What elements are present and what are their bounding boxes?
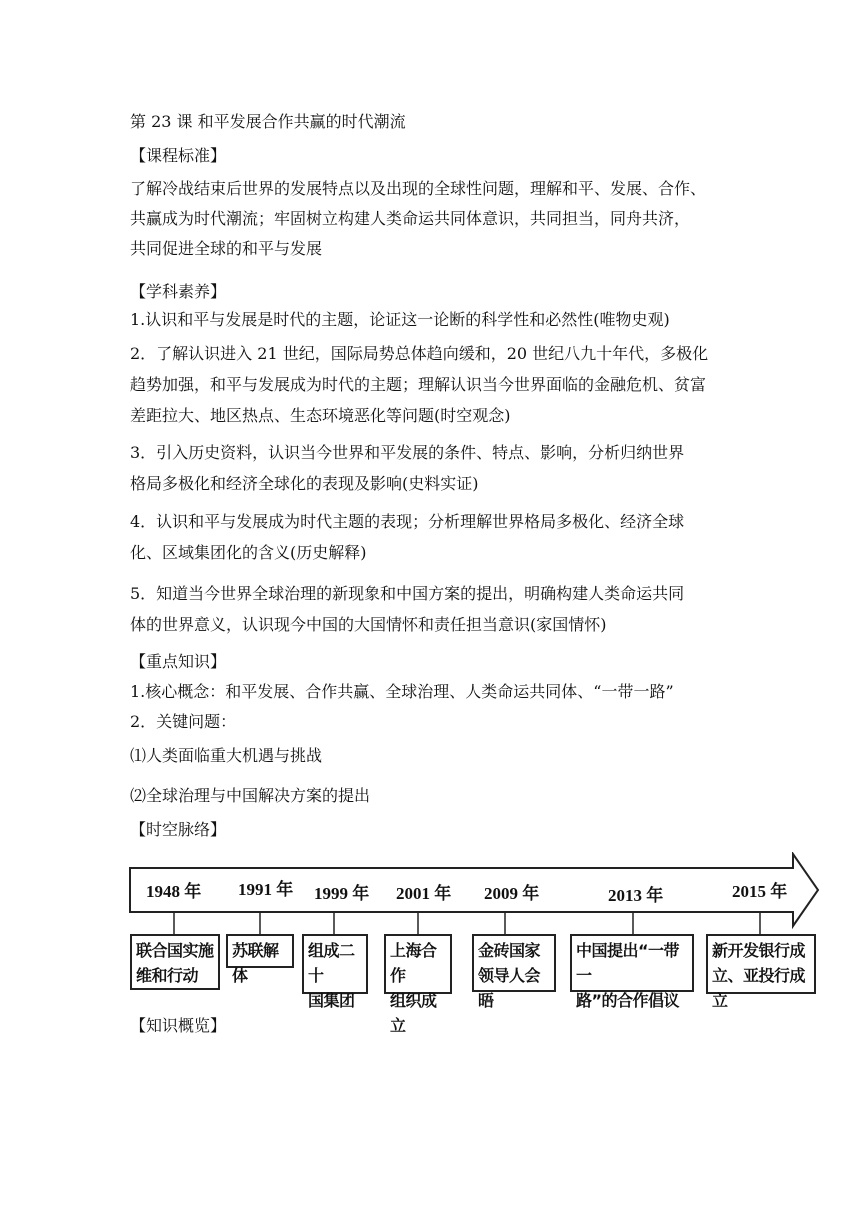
event-line: 国集团 xyxy=(308,991,355,1010)
event-line: 金砖国家 xyxy=(478,941,541,960)
timeline-year: 2015 年 xyxy=(732,882,788,901)
event-line: 中国提出“一带一 xyxy=(576,941,680,985)
literacy-line: 化、区域集团化的含义(历史解释) xyxy=(130,543,367,562)
literacy-line: 5．知道当今世界全球治理的新现象和中国方案的提出，明确构建人类命运共同 xyxy=(130,584,685,603)
event-line: 苏联解体 xyxy=(232,941,279,985)
key-knowledge-heading: 【重点知识】 xyxy=(130,652,227,671)
timeline-heading: 【时空脉络】 xyxy=(130,820,227,839)
event-line: 组成二十 xyxy=(308,941,355,985)
key-issue-1: ⑴人类面临重大机遇与挑战 xyxy=(130,746,323,765)
timeline-year: 1991 年 xyxy=(238,880,294,899)
event-line: 联合国实施 xyxy=(136,941,214,960)
curriculum-standard-heading: 【课程标准】 xyxy=(130,146,227,165)
curriculum-line: 共赢成为时代潮流；牢固树立构建人类命运共同体意识，共同担当，同舟共济， xyxy=(130,209,691,228)
knowledge-overview-heading: 【知识概览】 xyxy=(130,1016,227,1035)
timeline-year: 1948 年 xyxy=(146,882,202,901)
timeline-event-box xyxy=(706,934,816,1010)
event-line: 立、亚投行成立 xyxy=(712,966,806,1010)
curriculum-line: 了解冷战结束后世界的发展特点以及出现的全球性问题，理解和平、发展、合作、 xyxy=(130,179,707,198)
literacy-item-1: 1.认识和平与发展是时代的主题，论证这一论断的科学性和必然性(唯物史观) xyxy=(130,310,670,329)
timeline-event-box xyxy=(472,934,556,1010)
timeline-year: 2013 年 xyxy=(608,886,664,905)
literacy-line: 2．了解认识进入 21 世纪，国际局势总体趋向缓和，20 世纪八九十年代，多极化 xyxy=(130,344,709,363)
timeline-event-box xyxy=(226,934,294,985)
literacy-line: 差距拉大、地区热点、生态环境恶化等问题(时空观念) xyxy=(130,406,511,425)
key-issues-label: 2．关键问题： xyxy=(130,712,237,731)
timeline-event-box xyxy=(570,934,694,1010)
timeline-year: 1999 年 xyxy=(314,884,370,903)
event-line: 上海合作 xyxy=(390,941,437,985)
lesson-title: 第 23 课 和平发展合作共赢的时代潮流 xyxy=(130,112,406,131)
timeline-year: 2001 年 xyxy=(396,884,452,903)
timeline-event-box xyxy=(130,934,220,990)
core-concepts: 1.核心概念：和平发展、合作共赢、全球治理、人类命运共同体、“一带一路” xyxy=(130,682,674,701)
literacy-line: 趋势加强，和平与发展成为时代的主题；理解认识当今世界面临的金融危机、贫富 xyxy=(130,375,707,394)
literacy-line: 体的世界意义，认识现今中国的大国情怀和责任担当意识(家国情怀) xyxy=(130,615,607,634)
literacy-line: 格局多极化和经济全球化的表现及影响(史料实证) xyxy=(130,474,479,493)
key-issue-2: ⑵全球治理与中国解决方案的提出 xyxy=(130,786,371,805)
timeline-event-box xyxy=(384,934,452,1035)
event-line: 组织成立 xyxy=(390,991,437,1035)
timeline-event-box xyxy=(302,934,368,1010)
literacy-line: 3．引入历史资料，认识当今世界和平发展的条件、特点、影响，分析归纳世界 xyxy=(130,443,685,462)
timeline-arrow-shape xyxy=(130,854,818,926)
core-literacy-heading: 【学科素养】 xyxy=(130,282,227,301)
event-line: 领导人会晤 xyxy=(478,966,541,1010)
timeline-year: 2009 年 xyxy=(484,884,540,903)
event-line: 维和行动 xyxy=(136,966,199,985)
literacy-line: 4．认识和平与发展成为时代主题的表现；分析理解世界格局多极化、经济全球 xyxy=(130,512,685,531)
literacy-item-5 xyxy=(130,578,742,640)
event-line: 路”的合作倡议 xyxy=(576,991,680,1010)
literacy-item-4 xyxy=(130,506,742,568)
literacy-item-2 xyxy=(130,338,742,431)
literacy-item-3 xyxy=(130,437,742,499)
curriculum-line: 共同促进全球的和平与发展 xyxy=(130,239,323,258)
event-line: 新开发银行成 xyxy=(712,941,806,960)
curriculum-standard-text xyxy=(130,174,742,264)
